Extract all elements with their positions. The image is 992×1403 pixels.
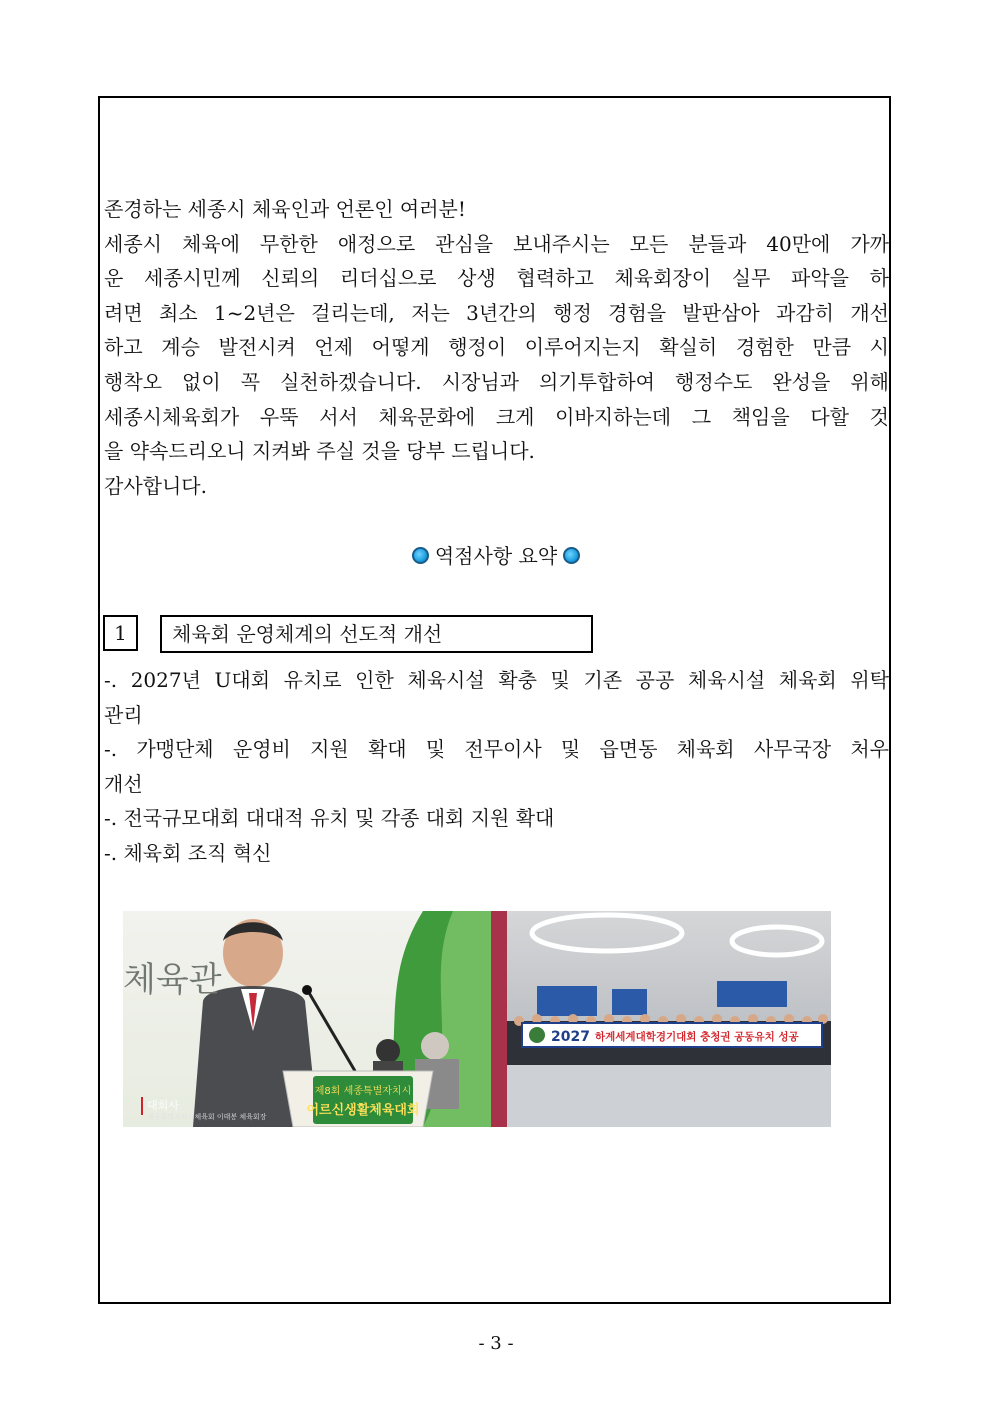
wall-text: 체육관: [123, 960, 222, 1000]
airport-photo: [507, 911, 831, 1127]
letter-line: 세종시 체육에 무한한 애정으로 관심을 보내주시는 모든 분들과 40만에 가까: [104, 231, 889, 256]
letter-line: 려면 최소 1~2년은 걸리는데, 저는 3년간의 행정 경험을 발판삼아 과감히 개선: [104, 300, 889, 325]
banner-text: 하계세계대학경기대회 충청권 공동유치 성공: [595, 1031, 799, 1043]
speech-photo: [123, 911, 507, 1127]
list-item: -. 가맹단체 운영비 지원 확대 및 전무이사 및 읍면동 체육회 사무국장 처우: [104, 737, 889, 762]
letter-line: 운 세종시민께 신뢰의 리더십으로 상생 협력하고 체육회장이 실무 파악을 하: [104, 266, 889, 291]
list-item-continued: 관리: [104, 702, 143, 727]
list-item: -. 전국규모대회 대대적 유치 및 각종 대회 지원 확대: [104, 806, 555, 831]
letter-body: [104, 192, 889, 503]
letter-line: 세종시체육회가 우뚝 서서 체육문화에 크게 이바지하는데 그 책임을 다할 것: [104, 404, 889, 429]
letter-line: 행착오 없이 꼭 실천하겠습니다. 시장님과 의기투합하여 행정수도 완성을 위해: [104, 369, 889, 394]
section-items: [104, 663, 889, 871]
speech-photo-art: [123, 911, 507, 1127]
section-title: 체육회 운영체계의 선도적 개선: [160, 615, 593, 653]
salutation: 존경하는 세종시 체육인과 언론인 여러분!: [104, 197, 466, 221]
summary-heading: [0, 540, 992, 569]
airport-photo-art: [507, 911, 831, 1127]
caption-sub: 세종특별자치시체육회 이태봉 체육회장: [147, 1113, 267, 1121]
bullet-dot-icon: [412, 547, 429, 564]
photo-strip: [123, 911, 831, 1127]
podium-line1: 제8회 세종특별자치시: [314, 1086, 412, 1097]
list-item-continued: 개선: [104, 771, 143, 796]
letter-line: 을 약속드리오니 지켜봐 주실 것을 당부 드립니다.: [104, 439, 535, 464]
page-number: - 3 -: [478, 1333, 514, 1354]
letter-line: 하고 계승 발전시켜 언제 어떻게 행정이 이루어지는지 확실히 경험한 만큼 시: [104, 335, 889, 360]
summary-heading-text: 역점사항 요약: [434, 544, 558, 568]
podium-line2: 어르신생활체육대회: [306, 1103, 420, 1118]
banner-year: 2027: [551, 1029, 590, 1045]
bullet-dot-icon: [563, 547, 580, 564]
section-number: 1: [103, 615, 138, 651]
caption-title: 대회사: [147, 1099, 179, 1112]
closing: 감사합니다.: [104, 473, 207, 498]
list-item: -. 2027년 U대회 유치로 인한 체육시설 확충 및 기존 공공 체육시설 체육회 위탁: [104, 668, 889, 692]
list-item: -. 체육회 조직 혁신: [104, 840, 272, 865]
